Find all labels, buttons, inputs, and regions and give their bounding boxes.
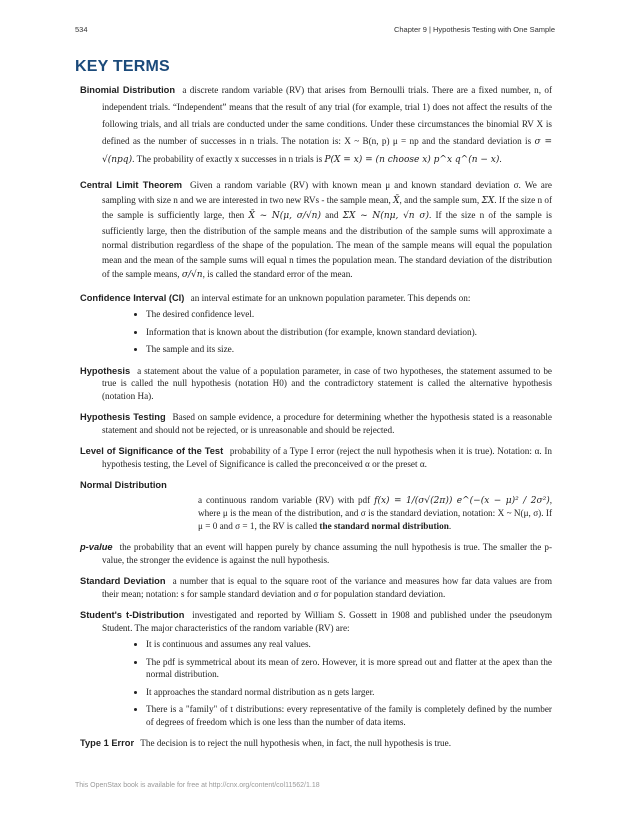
math-normal-pdf: f(x) = 1/(σ√(2π)) e^(−(x − μ)² / 2σ²) bbox=[374, 495, 550, 506]
term-definition-cont: , and the sample sum, bbox=[399, 194, 480, 205]
term-definition-end: , is called the standard error of the mean. bbox=[202, 269, 353, 279]
math-sample-mean-distribution: X̄ ~ N(μ, σ/√n) bbox=[248, 211, 321, 221]
term-definition: Based on sample evidence, a procedure for determining whether the hypothesis stated is a reasonable statement and should not be rejected, or is unreasonable and should be rejected. bbox=[102, 412, 552, 435]
math-standard-error: σ/√n bbox=[181, 270, 203, 280]
term-level-of-significance bbox=[80, 445, 552, 470]
term-definition: an interval estimate for an unknown population parameter. This depends on: bbox=[190, 292, 471, 303]
term-standard-deviation bbox=[80, 575, 552, 600]
page-number: 534 bbox=[75, 25, 88, 34]
term-label: p-value bbox=[80, 542, 113, 552]
math-sample-sum: ΣX bbox=[481, 195, 495, 206]
term-label: Level of Significance of the Test bbox=[80, 446, 224, 456]
term-label: Normal Distribution bbox=[80, 480, 167, 490]
term-definition: Given a random variable (RV) with known mean μ and known standard deviation σ. We are sampling with size n and we are interested in two new RVs - the sample mean, bbox=[102, 180, 553, 205]
term-hypothesis-testing bbox=[80, 411, 552, 436]
page-title: KEY TERMS bbox=[75, 58, 170, 75]
math-binomial-probability: P(X = x) = (n choose x) p^x q^(n − x) bbox=[324, 155, 500, 165]
list-item: • There is a "family" of t distributions: every representative of the family is completely defined by the number of degrees of freedom which is one less than the number of data items. bbox=[146, 703, 552, 728]
term-label: Confidence Interval (CI) bbox=[80, 292, 185, 303]
chapter-header: Chapter 9 | Hypothesis Testing with One Sample bbox=[393, 25, 555, 34]
standard-normal-bold: the standard normal distribution bbox=[319, 520, 449, 531]
list-item: • Information that is known about the distribution (for example, known standard deviation). bbox=[146, 326, 552, 339]
term-label: Student's t-Distribution bbox=[80, 610, 185, 620]
page-footer: This OpenStax book is available for free at http://cnx.org/content/col11562/1.18 bbox=[75, 782, 320, 789]
term-definition-end: . bbox=[448, 520, 452, 531]
term-normal-distribution bbox=[80, 479, 552, 532]
term-definition-cont: . If the size n of the sample is sufficiently large, then the distribution of the sample means and the distribution of the sample sums will approximate a normal distribution regardless of the shape of the population. The mean of the sample means will equal the population mean and the mean of the sample sums will equal n times the population mean. The standard deviation of the distribution of the sample means, bbox=[102, 210, 553, 279]
list-item: • It is continuous and assumes any real values. bbox=[146, 638, 552, 651]
key-terms-list bbox=[80, 82, 552, 759]
list-item: • The sample and its size. bbox=[146, 343, 552, 356]
term-definition: a discrete random variable (RV) that arises from Bernoulli trials. There are a fixed number, n, of independent trials. “Independent” means that the result of any trial (for example, trial 1) does not affect the results of the following trials, and all trials are conducted under the same conditions. Under these circumstances the binomial RV X is defined as the number of successes in n trials. The notation is: X ~ B(n, p) μ = np and the standard deviation is bbox=[102, 85, 553, 146]
term-definition: The decision is to reject the null hypothesis when, in fact, the null hypothesis is true. bbox=[140, 738, 452, 748]
term-definition-cont: . If the size n of the sample is sufficiently large, then bbox=[102, 194, 553, 220]
term-p-value bbox=[80, 541, 552, 566]
pdf-line bbox=[102, 494, 552, 533]
list-item: • The pdf is symmetrical about its mean of zero. However, it is more spread out and flatter at the apex than the normal distribution. bbox=[146, 656, 552, 681]
math-sample-mean: X̄ bbox=[393, 195, 400, 206]
term-definition: the probability that an event will happen purely by chance assuming the null hypothesis is true. The smaller the p-value, the stronger the evidence is against the null hypothesis. bbox=[102, 542, 552, 565]
term-definition-cont: and bbox=[325, 210, 339, 220]
term-definition-end: . bbox=[499, 154, 502, 164]
term-label: Hypothesis Testing bbox=[80, 412, 166, 422]
bullet-list bbox=[102, 308, 552, 356]
math-sample-sum-distribution: ΣX ~ N(nμ, √n σ) bbox=[342, 211, 429, 221]
term-definition: a continuous random variable (RV) with pdf bbox=[198, 494, 371, 505]
term-type-1-error bbox=[80, 737, 552, 750]
term-label: Hypothesis bbox=[80, 365, 131, 376]
term-definition-cont: . The probability of exactly x successes in n trials is bbox=[132, 154, 323, 164]
term-label: Type 1 Error bbox=[80, 738, 135, 748]
term-label: Central Limit Theorem bbox=[80, 180, 183, 190]
term-label: Standard Deviation bbox=[80, 576, 166, 586]
term-definition-cont: , where μ is the mean of the distribution, and σ is the standard deviation, notation: X ~ N(μ, σ). If μ = 0 and σ = 1, the RV is called bbox=[198, 494, 553, 531]
term-binomial-distribution bbox=[80, 82, 552, 169]
term-students-t-distribution bbox=[80, 609, 552, 728]
term-label: Binomial Distribution bbox=[80, 85, 176, 95]
term-central-limit-theorem bbox=[80, 178, 552, 283]
list-item: • The desired confidence level. bbox=[146, 308, 552, 321]
term-definition: a statement about the value of a population parameter, in case of two hypotheses, the statement assumed to be true is called the null hypothesis (notation H0) and the contradictory statement is called the alternative hypothesis (notation Ha). bbox=[102, 365, 553, 401]
term-definition: investigated and reported by William S. Gossett in 1908 and published under the pseudonym Student. The major characteristics of the random variable (RV) are: bbox=[102, 610, 553, 633]
list-item: • It approaches the standard normal distribution as n gets larger. bbox=[146, 686, 552, 699]
term-confidence-interval bbox=[80, 292, 552, 356]
term-definition: probability of a Type I error (reject the null hypothesis when it is true). Notation: α. In hypothesis testing, the Level of Significance is called the preconceived α or the preset α. bbox=[102, 446, 553, 469]
term-hypothesis bbox=[80, 365, 552, 403]
math-sigma: σ = √(npq) bbox=[102, 137, 553, 165]
term-definition: a number that is equal to the square root of the variance and measures how far data values are from their mean; notation: s for sample standard deviation and σ for population standard deviation. bbox=[102, 576, 552, 599]
bullet-list bbox=[102, 638, 552, 728]
